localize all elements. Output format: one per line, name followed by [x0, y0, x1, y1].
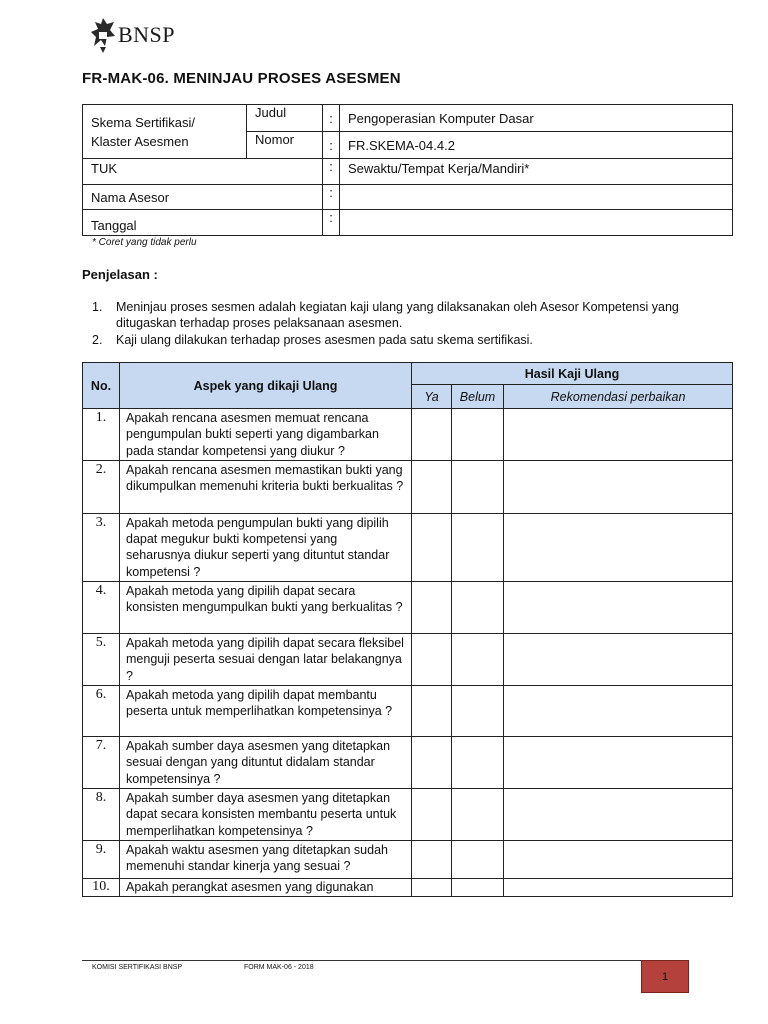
belum-cell[interactable]: [452, 840, 504, 878]
rekomendasi-cell[interactable]: [504, 513, 733, 581]
header-rekomendasi: Rekomendasi perbaikan: [504, 385, 733, 409]
judul-label: Judul: [247, 105, 323, 132]
ya-cell[interactable]: [412, 736, 452, 788]
belum-cell[interactable]: [452, 736, 504, 788]
table-row: 6. Apakah metoda yang dipilih dapat membantu peserta untuk memperlihatkan kompetensinya ?: [83, 685, 733, 736]
tuk-value: Sewaktu/Tempat Kerja/Mandiri*: [340, 159, 733, 185]
table-row: 10. Apakah perangkat asesmen yang digunakan: [83, 878, 733, 896]
explanation-list: [92, 299, 732, 349]
logo-text: BNSP: [118, 22, 176, 47]
ya-cell[interactable]: [412, 840, 452, 878]
explanation-heading: Penjelasan :: [82, 267, 158, 282]
header-no: No.: [83, 363, 120, 409]
table-row: 3. Apakah metoda pengumpulan bukti yang dipilih dapat megukur bukti kompetensi yang seharusnya diukur seperti yang dituntut standar kompetensi ?: [83, 513, 733, 581]
rekomendasi-cell[interactable]: [504, 685, 733, 736]
list-item: 2. Kaji ulang dilakukan terhadap proses asesmen pada satu skema sertifikasi.: [92, 333, 533, 347]
table-row: 1. Apakah rencana asesmen memuat rencana pengumpulan bukti seperti yang digambarkan pada standar kompetensi yang diukur ?: [83, 409, 733, 461]
rekomendasi-cell[interactable]: [504, 409, 733, 461]
ya-cell[interactable]: [412, 788, 452, 840]
list-item: 1. Meninjau proses sesmen adalah kegiatan kaji ulang yang dilaksanakan oleh Asesor Kompetensi yang ditugaskan terhadap proses pelaksanaan asesmen.: [92, 300, 679, 330]
rekomendasi-cell[interactable]: [504, 582, 733, 634]
form-title: FR-MAK-06. MENINJAU PROSES ASESMEN: [82, 70, 401, 87]
footer-form-id: FORM MAK-06 - 2018: [244, 964, 314, 971]
tuk-label: TUK: [83, 159, 323, 185]
rekomendasi-cell[interactable]: [504, 840, 733, 878]
judul-value: Pengoperasian Komputer Dasar: [340, 105, 733, 132]
belum-cell[interactable]: [452, 685, 504, 736]
belum-cell[interactable]: [452, 582, 504, 634]
footer-organization: KOMISI SERTIFIKASI BNSP: [92, 964, 183, 971]
header-belum: Belum: [452, 385, 504, 409]
table-row: 2. Apakah rencana asesmen memastikan bukti yang dikumpulkan memenuhi kriteria bukti berkualitas ?: [83, 460, 733, 513]
rekomendasi-cell[interactable]: [504, 736, 733, 788]
table-row: 8. Apakah sumber daya asesmen yang ditetapkan dapat secara konsisten membantu peserta untuk memperlihatkan kompetensinya ?: [83, 788, 733, 840]
skema-label: Skema Sertifikasi/ Klaster Asesmen: [83, 105, 247, 159]
footer-divider: [82, 960, 642, 961]
ya-cell[interactable]: [412, 582, 452, 634]
belum-cell[interactable]: [452, 878, 504, 896]
asesor-label: Nama Asesor: [83, 185, 323, 210]
belum-cell[interactable]: [452, 409, 504, 461]
tanggal-value: [340, 210, 733, 236]
rekomendasi-cell[interactable]: [504, 634, 733, 686]
ya-cell[interactable]: [412, 513, 452, 581]
info-table: [82, 104, 733, 236]
belum-cell[interactable]: [452, 513, 504, 581]
colon: :: [323, 210, 340, 236]
review-table: [82, 362, 733, 897]
ya-cell[interactable]: [412, 460, 452, 513]
belum-cell[interactable]: [452, 788, 504, 840]
header-ya: Ya: [412, 385, 452, 409]
note: * Coret yang tidak perlu: [92, 237, 197, 248]
header-aspek: Aspek yang dikaji Ulang: [120, 363, 412, 409]
asesor-value: [340, 185, 733, 210]
nomor-label: Nomor: [247, 132, 323, 159]
rekomendasi-cell[interactable]: [504, 788, 733, 840]
colon: :: [323, 159, 340, 185]
ya-cell[interactable]: [412, 634, 452, 686]
ya-cell[interactable]: [412, 409, 452, 461]
colon: :: [323, 132, 340, 159]
rekomendasi-cell[interactable]: [504, 460, 733, 513]
colon: :: [323, 105, 340, 132]
tanggal-label: Tanggal: [83, 210, 323, 236]
table-row: 5. Apakah metoda yang dipilih dapat secara fleksibel menguji peserta sesuai dengan latar belakangnya ?: [83, 634, 733, 686]
garuda-emblem-icon: [90, 16, 116, 54]
table-row: 7. Apakah sumber daya asesmen yang ditetapkan sesuai dengan yang dituntut didalam standar kompetensinya ?: [83, 736, 733, 788]
belum-cell[interactable]: [452, 460, 504, 513]
table-row: 9. Apakah waktu asesmen yang ditetapkan sudah memenuhi standar kinerja yang sesuai ?: [83, 840, 733, 878]
ya-cell[interactable]: [412, 878, 452, 896]
ya-cell[interactable]: [412, 685, 452, 736]
colon: :: [323, 185, 340, 210]
page-number: 1: [641, 960, 689, 993]
nomor-value: FR.SKEMA-04.4.2: [340, 132, 733, 159]
header-hasil: Hasil Kaji Ulang: [412, 363, 733, 385]
belum-cell[interactable]: [452, 634, 504, 686]
rekomendasi-cell[interactable]: [504, 878, 733, 896]
bnsp-logo: [90, 16, 175, 54]
table-row: 4. Apakah metoda yang dipilih dapat secara konsisten mengumpulkan bukti yang berkualitas ?: [83, 582, 733, 634]
